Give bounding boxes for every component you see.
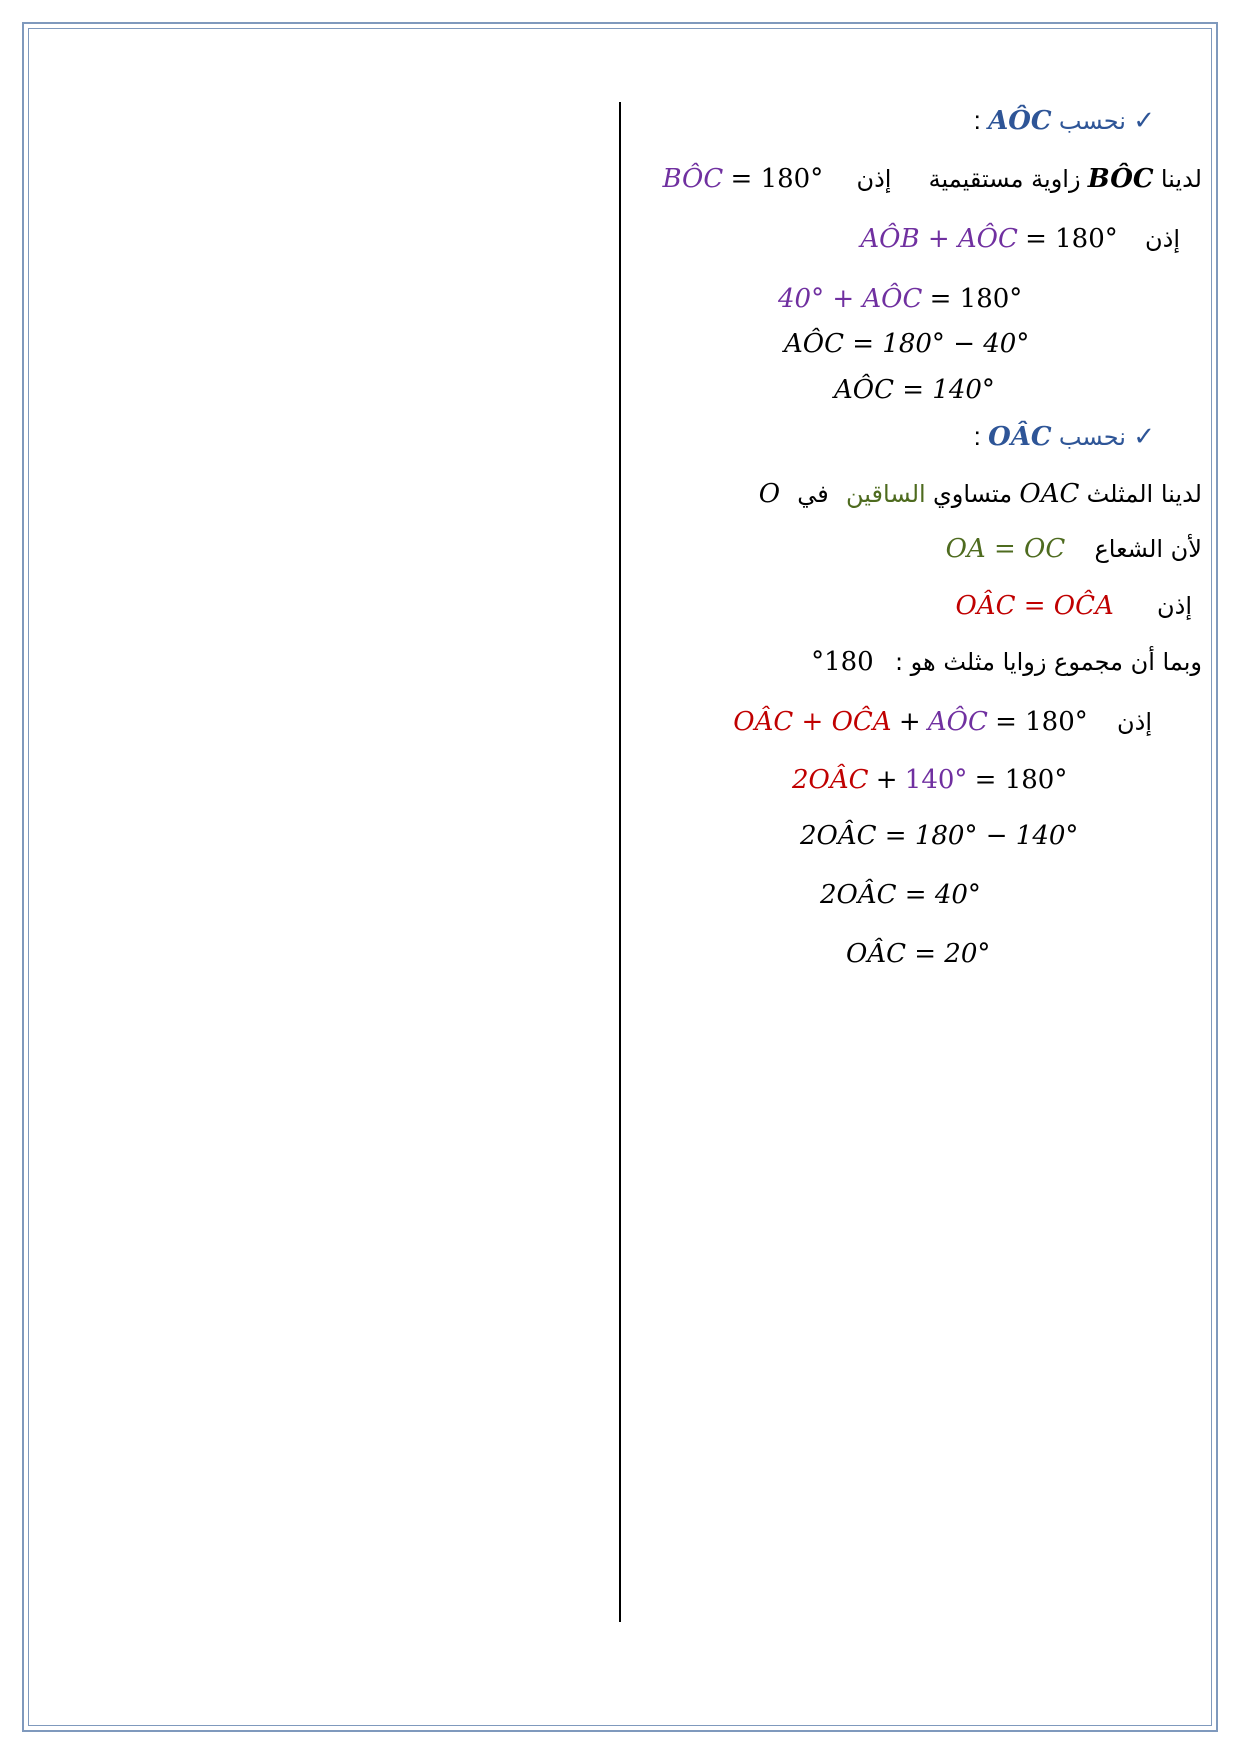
section-heading-oac — [974, 418, 1155, 455]
heading-label: نحسب — [1058, 107, 1126, 135]
equation-40-plus-aoc: 40° + AÔC = 180° — [778, 284, 1023, 314]
heading-colon: : — [973, 421, 981, 451]
equation-aoc-result: AÔC = 140° — [834, 375, 995, 405]
heading-colon: : — [973, 105, 981, 135]
column-divider — [619, 102, 621, 1622]
heading-label: نحسب — [1058, 423, 1126, 451]
heading-angle: AÔC — [988, 106, 1052, 136]
equal-base-angles-line: إذن OÂC = OĈA — [955, 591, 1192, 621]
equation-2oac-difference: 2OÂC = 180° − 140° — [800, 821, 1079, 851]
check-icon: ✓ — [1133, 421, 1155, 451]
equation-aoc-difference: AÔC = 180° − 40° — [784, 329, 1030, 359]
equation-oac-result: OÂC = 20° — [846, 939, 991, 969]
section-heading-aoc — [974, 102, 1155, 139]
equation-2oac-plus-140: 2OÂC + 140° = 180° — [792, 765, 1068, 795]
isosceles-triangle-line: لدينا المثلث OAC متساوي الساقين في O — [758, 479, 1202, 509]
heading-angle: OÂC — [988, 422, 1052, 452]
straight-angle-line: لدينا BÔC زاوية مستقيمية إذن BÔC = 180° — [662, 164, 1202, 194]
equation-2oac-result: 2OÂC = 40° — [820, 880, 981, 910]
triangle-sum-line: وبما أن مجموع زوايا مثلث هو : 180° — [811, 647, 1202, 677]
angle-sum-line: إذن AÔB + AÔC = 180° — [860, 224, 1180, 254]
sum-equation-line: إذن OÂC + OĈA + AÔC = 180° — [733, 707, 1152, 737]
radius-line: لأن الشعاع OA = OC — [945, 534, 1202, 564]
check-icon: ✓ — [1133, 105, 1155, 135]
